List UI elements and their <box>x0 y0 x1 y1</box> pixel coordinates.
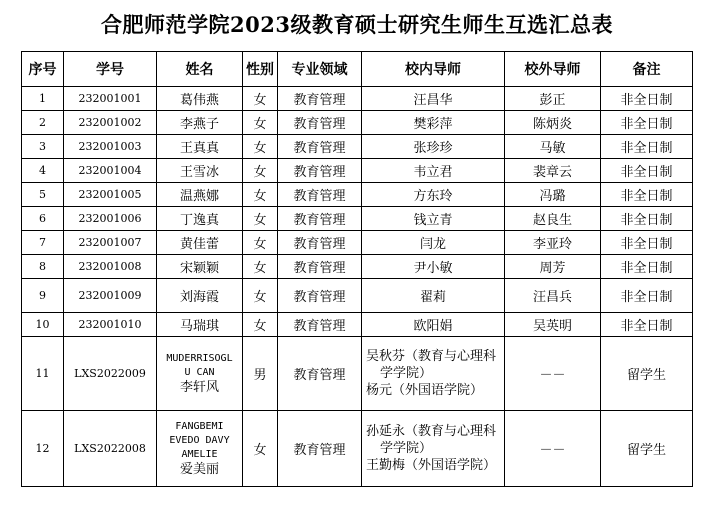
advisor-line: 吴秋芬（教育与心理科 <box>366 349 497 364</box>
field: 教育管理 <box>278 87 362 111</box>
note: 非全日制 <box>601 159 693 183</box>
note: 非全日制 <box>601 313 693 337</box>
field: 教育管理 <box>278 207 362 231</box>
inner-advisor: 欧阳娟 <box>362 313 505 337</box>
inner-advisor <box>362 411 505 487</box>
gender: 女 <box>243 111 278 135</box>
student-name: 黄佳蕾 <box>157 231 243 255</box>
table-row <box>22 87 693 111</box>
table-row <box>22 255 693 279</box>
field: 教育管理 <box>278 231 362 255</box>
inner-advisor: 樊彩萍 <box>362 111 505 135</box>
outer-advisor: 赵良生 <box>505 207 601 231</box>
student-id: 232001004 <box>64 159 157 183</box>
name-en-line: AMELIE <box>181 448 218 460</box>
field: 教育管理 <box>278 111 362 135</box>
outer-advisor: 李亚玲 <box>505 231 601 255</box>
advisor-line: 王勤梅（外国语学院） <box>366 458 497 473</box>
note: 非全日制 <box>601 231 693 255</box>
inner-advisor: 尹小敏 <box>362 255 505 279</box>
name-en-line: FANGBEMI <box>175 420 224 432</box>
header-row <box>22 52 693 87</box>
gender: 女 <box>243 279 278 313</box>
gender: 女 <box>243 313 278 337</box>
advisor-line: 学学院） <box>380 441 433 456</box>
gender: 女 <box>243 411 278 487</box>
outer-advisor: 吴英明 <box>505 313 601 337</box>
inner-advisor: 韦立君 <box>362 159 505 183</box>
outer-advisor: 冯璐 <box>505 183 601 207</box>
header-cell: 性别 <box>243 52 278 87</box>
gender: 女 <box>243 231 278 255</box>
header-cell: 专业领域 <box>278 52 362 87</box>
table-row <box>22 313 693 337</box>
student-id: 232001005 <box>64 183 157 207</box>
gender: 男 <box>243 337 278 411</box>
field: 教育管理 <box>278 135 362 159</box>
row-number: 8 <box>22 255 64 279</box>
field: 教育管理 <box>278 255 362 279</box>
student-name: 宋颖颖 <box>157 255 243 279</box>
student-id: LXS2022009 <box>64 337 157 411</box>
row-number: 3 <box>22 135 64 159</box>
row-number: 1 <box>22 87 64 111</box>
student-name: 刘海霞 <box>157 279 243 313</box>
student-name <box>157 411 243 487</box>
student-id: 232001010 <box>64 313 157 337</box>
student-name: 马瑞琪 <box>157 313 243 337</box>
note: 留学生 <box>601 337 693 411</box>
row-number: 7 <box>22 231 64 255</box>
header-cell: 序号 <box>22 52 64 87</box>
table-row <box>22 183 693 207</box>
inner-advisor: 闫龙 <box>362 231 505 255</box>
header-cell: 学号 <box>64 52 157 87</box>
advisor-line: 学学院） <box>380 366 433 381</box>
note: 非全日制 <box>601 255 693 279</box>
student-id: 232001002 <box>64 111 157 135</box>
row-number: 11 <box>22 337 64 411</box>
note: 非全日制 <box>601 135 693 159</box>
student-name: 王真真 <box>157 135 243 159</box>
inner-advisor <box>362 337 505 411</box>
table-row <box>22 231 693 255</box>
inner-advisor: 方东玲 <box>362 183 505 207</box>
gender: 女 <box>243 183 278 207</box>
page-title: 合肥师范学院2023级教育硕士研究生师生互选汇总表 <box>101 12 613 37</box>
gender: 女 <box>243 135 278 159</box>
advisor-line: 杨元（外国语学院） <box>366 383 484 398</box>
student-id: 232001001 <box>64 87 157 111</box>
outer-advisor: 彭正 <box>505 87 601 111</box>
header-cell: 校内导师 <box>362 52 505 87</box>
gender: 女 <box>243 255 278 279</box>
header-cell: 备注 <box>601 52 693 87</box>
student-id: 232001008 <box>64 255 157 279</box>
gender: 女 <box>243 159 278 183</box>
name-en-line: EVEDO DAVY <box>169 434 230 446</box>
row-number: 10 <box>22 313 64 337</box>
table-row <box>22 279 693 313</box>
header-cell: 姓名 <box>157 52 243 87</box>
header-cell: 校外导师 <box>505 52 601 87</box>
row-number: 2 <box>22 111 64 135</box>
field: 教育管理 <box>278 183 362 207</box>
table-row <box>22 111 693 135</box>
table-row-intl <box>22 411 693 487</box>
note: 非全日制 <box>601 87 693 111</box>
student-name: 丁逸真 <box>157 207 243 231</box>
name-cn: 李轩风 <box>179 379 219 395</box>
note: 非全日制 <box>601 183 693 207</box>
note: 非全日制 <box>601 111 693 135</box>
gender: 女 <box>243 207 278 231</box>
inner-advisor: 翟莉 <box>362 279 505 313</box>
student-name: 葛伟燕 <box>157 87 243 111</box>
student-name: 温燕娜 <box>157 183 243 207</box>
student-name: 李燕子 <box>157 111 243 135</box>
inner-advisor: 汪昌华 <box>362 87 505 111</box>
student-id: 232001006 <box>64 207 157 231</box>
student-id: 232001009 <box>64 279 157 313</box>
row-number: 5 <box>22 183 64 207</box>
name-en-line: MUDERRISOGL <box>166 352 233 364</box>
selection-table <box>21 51 693 487</box>
field: 教育管理 <box>278 411 362 487</box>
table-row <box>22 159 693 183</box>
row-number: 9 <box>22 279 64 313</box>
field: 教育管理 <box>278 337 362 411</box>
inner-advisor: 张珍珍 <box>362 135 505 159</box>
field: 教育管理 <box>278 279 362 313</box>
outer-advisor: 裴章云 <box>505 159 601 183</box>
outer-advisor: －－ <box>505 411 601 487</box>
student-id: 232001003 <box>64 135 157 159</box>
note: 留学生 <box>601 411 693 487</box>
row-number: 6 <box>22 207 64 231</box>
outer-advisor: 汪昌兵 <box>505 279 601 313</box>
student-id: 232001007 <box>64 231 157 255</box>
note: 非全日制 <box>601 207 693 231</box>
inner-advisor: 钱立青 <box>362 207 505 231</box>
table-row <box>22 135 693 159</box>
row-number: 4 <box>22 159 64 183</box>
outer-advisor: －－ <box>505 337 601 411</box>
student-name <box>157 337 243 411</box>
name-cn: 爱美丽 <box>179 461 219 477</box>
note: 非全日制 <box>601 279 693 313</box>
field: 教育管理 <box>278 159 362 183</box>
student-id: LXS2022008 <box>64 411 157 487</box>
name-en-line: U CAN <box>184 366 215 378</box>
student-name: 王雪冰 <box>157 159 243 183</box>
outer-advisor: 马敏 <box>505 135 601 159</box>
gender: 女 <box>243 87 278 111</box>
row-number: 12 <box>22 411 64 487</box>
field: 教育管理 <box>278 313 362 337</box>
table-row-intl <box>22 337 693 411</box>
table-row <box>22 207 693 231</box>
outer-advisor: 陈炳炎 <box>505 111 601 135</box>
outer-advisor: 周芳 <box>505 255 601 279</box>
advisor-line: 孙延永（教育与心理科 <box>366 424 497 439</box>
